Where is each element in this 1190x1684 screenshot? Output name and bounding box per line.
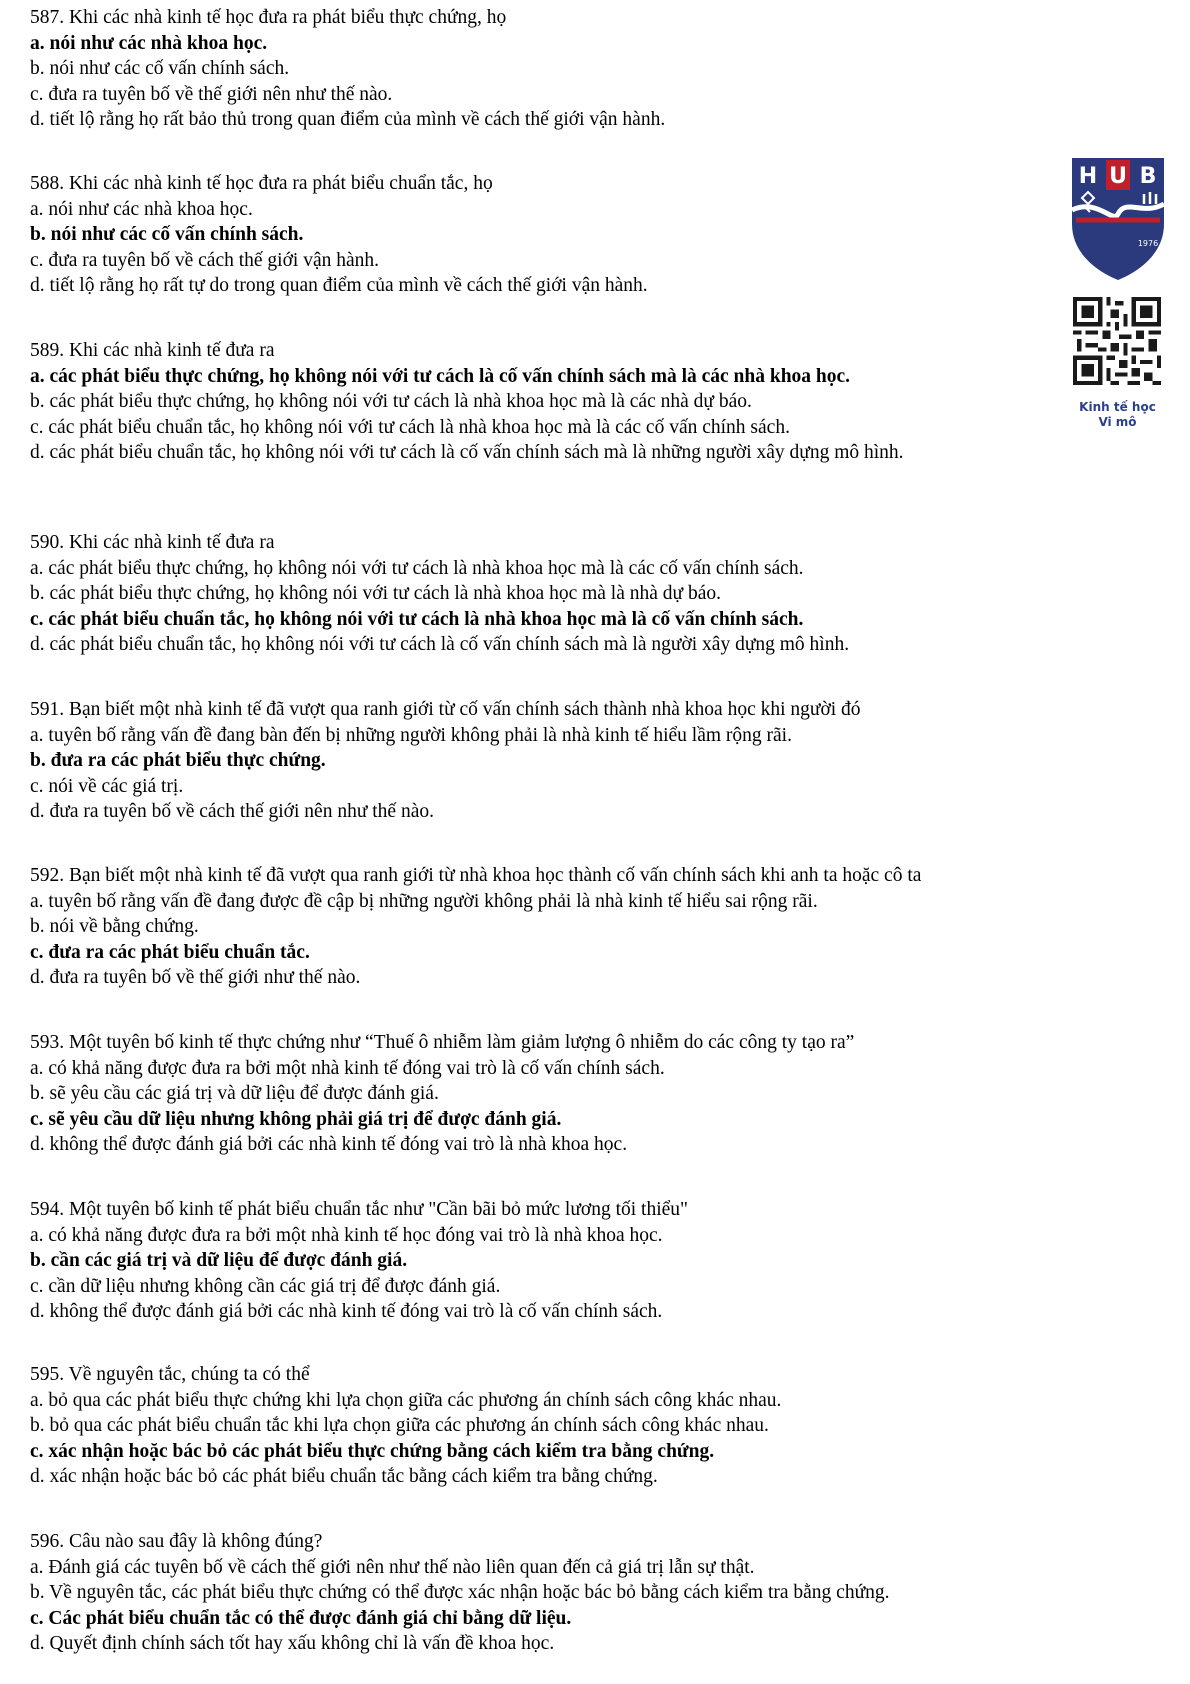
question-text: 593. Một tuyên bố kinh tế thực chứng như “Thuế ô nhiễm làm giảm lượng ô nhiễm do các công ty tạo ra”: [30, 1032, 855, 1053]
option-d: d. các phát biểu chuẩn tắc, họ không nói với tư cách là cố vấn chính sách mà là những người xây dựng mô hình.: [30, 442, 904, 463]
option-c: c. đưa ra các phát biểu chuẩn tắc.: [30, 941, 310, 963]
option-b: b. sẽ yêu cầu các giá trị và dữ liệu để được đánh giá.: [30, 1083, 439, 1104]
option-c: c. nói về các giá trị.: [30, 775, 184, 797]
option-d: d. không thể được đánh giá bởi các nhà kinh tế đóng vai trò là cố vấn chính sách.: [30, 1301, 663, 1322]
question-594: [30, 1197, 1150, 1325]
option-b: b. cần các giá trị và dữ liệu để được đánh giá.: [30, 1250, 408, 1271]
option-a: a. tuyên bố rằng vấn đề đang bàn đến bị những người không phải là nhà kinh tế hiểu lầm rộng rãi.: [30, 724, 792, 746]
option-b: b. đưa ra các phát biểu thực chứng.: [30, 750, 326, 771]
option-b: b. bỏ qua các phát biểu chuẩn tắc khi lựa chọn giữa các phương án chính sách công khác nhau.: [30, 1415, 769, 1436]
option-a: a. tuyên bố rằng vấn đề đang được đề cập bị những người không phải là nhà kinh tế hiểu sai rộng rãi.: [30, 890, 818, 912]
svg-text:1976: 1976: [1137, 239, 1159, 248]
question-595: [30, 1362, 1150, 1490]
option-d: d. tiết lộ rằng họ rất bảo thủ trong quan điểm của mình về cách thế giới vận hành.: [30, 109, 666, 130]
option-d: d. không thể được đánh giá bởi các nhà kinh tế đóng vai trò là nhà khoa học.: [30, 1134, 628, 1155]
option-d: d. xác nhận hoặc bác bỏ các phát biểu chuẩn tắc bằng cách kiểm tra bằng chứng.: [30, 1466, 658, 1487]
question-text: 591. Bạn biết một nhà kinh tế đã vượt qua ranh giới từ cố vấn chính sách thành nhà khoa học khi người đó: [30, 699, 861, 720]
option-a: a. bỏ qua các phát biểu thực chứng khi lựa chọn giữa các phương án chính sách công khác nhau.: [30, 1389, 782, 1411]
option-c: c. Các phát biểu chuẩn tắc có thể được đánh giá chỉ bằng dữ liệu.: [30, 1607, 572, 1629]
question-590: [30, 530, 1150, 658]
option-c: c. xác nhận hoặc bác bỏ các phát biểu thực chứng bằng cách kiểm tra bằng chứng.: [30, 1440, 715, 1462]
option-c: c. các phát biểu chuẩn tắc, họ không nói với tư cách là nhà khoa học mà là cố vấn chính sách.: [30, 608, 804, 630]
subject-line-1: Kinh tế học: [1079, 400, 1156, 414]
option-b: b. Về nguyên tắc, các phát biểu thực chứng có thể được xác nhận hoặc bác bỏ bằng cách kiểm tra bằng chứng.: [30, 1582, 890, 1603]
option-a: a. nói như các nhà khoa học.: [30, 198, 253, 220]
option-b: b. các phát biểu thực chứng, họ không nói với tư cách là nhà khoa học mà là các nhà dự báo.: [30, 391, 752, 412]
question-587: [30, 5, 1150, 133]
option-b: b. các phát biểu thực chứng, họ không nói với tư cách là nhà khoa học mà là nhà dự báo.: [30, 583, 722, 604]
option-d: d. các phát biểu chuẩn tắc, họ không nói với tư cách là cố vấn chính sách mà là người xây dựng mô hình.: [30, 634, 850, 655]
option-c: c. sẽ yêu cầu dữ liệu nhưng không phải giá trị để được đánh giá.: [30, 1108, 562, 1130]
question-text: 589. Khi các nhà kinh tế đưa ra: [30, 340, 275, 361]
hub-logo-icon: [1068, 154, 1168, 284]
option-d: d. Quyết định chính sách tốt hay xấu không chỉ là vấn đề khoa học.: [30, 1633, 555, 1654]
question-593: [30, 1030, 1150, 1158]
question-text: 592. Bạn biết một nhà kinh tế đã vượt qua ranh giới từ nhà khoa học thành cố vấn chính sách khi anh ta hoặc cô ta: [30, 865, 922, 886]
option-a: a. các phát biểu thực chứng, họ không nói với tư cách là cố vấn chính sách mà là các nhà khoa học.: [30, 365, 851, 387]
option-b: b. nói về bằng chứng.: [30, 916, 199, 937]
svg-text:U: U: [1109, 164, 1127, 189]
question-text: 587. Khi các nhà kinh tế học đưa ra phát biểu thực chứng, họ: [30, 7, 507, 28]
qr-code-icon: [1073, 297, 1161, 385]
subject-line-2: Vi mô: [1098, 415, 1137, 429]
question-text: 594. Một tuyên bố kinh tế phát biểu chuẩn tắc như "Cần bãi bỏ mức lương tối thiểu": [30, 1199, 688, 1220]
svg-text:H: H: [1078, 164, 1098, 189]
subject-label: [1060, 400, 1175, 430]
option-d: d. tiết lộ rằng họ rất tự do trong quan điểm của mình về cách thế giới vận hành.: [30, 275, 648, 296]
option-d: d. đưa ra tuyên bố về thế giới như thế nào.: [30, 967, 361, 988]
option-a: a. Đánh giá các tuyên bố về cách thế giới nên như thế nào liên quan đến cả giá trị lẫn sự thật.: [30, 1556, 755, 1578]
question-text: 590. Khi các nhà kinh tế đưa ra: [30, 532, 275, 553]
question-596: [30, 1529, 1150, 1657]
question-591: [30, 697, 1150, 825]
svg-text:B: B: [1139, 164, 1157, 189]
question-text: 595. Về nguyên tắc, chúng ta có thể: [30, 1364, 310, 1385]
question-text: 596. Câu nào sau đây là không đúng?: [30, 1531, 323, 1552]
question-589: [30, 338, 1150, 466]
option-b: b. nói như các cố vấn chính sách.: [30, 224, 304, 245]
option-c: c. đưa ra tuyên bố về cách thế giới vận hành.: [30, 249, 380, 271]
option-a: a. các phát biểu thực chứng, họ không nói với tư cách là nhà khoa học mà là các cố vấn chính sách.: [30, 557, 804, 579]
option-a: a. có khả năng được đưa ra bởi một nhà kinh tế học đóng vai trò là nhà khoa học.: [30, 1224, 663, 1246]
option-b: b. nói như các cố vấn chính sách.: [30, 58, 290, 79]
option-c: c. cần dữ liệu nhưng không cần các giá trị để được đánh giá.: [30, 1275, 501, 1297]
question-588: [30, 171, 1150, 299]
option-c: c. đưa ra tuyên bố về thế giới nên như thế nào.: [30, 83, 393, 105]
option-a: a. nói như các nhà khoa học.: [30, 32, 268, 54]
option-c: c. các phát biểu chuẩn tắc, họ không nói với tư cách là nhà khoa học mà là các cố vấn chính sách.: [30, 416, 790, 438]
option-a: a. có khả năng được đưa ra bởi một nhà kinh tế đóng vai trò là cố vấn chính sách.: [30, 1057, 665, 1079]
option-d: d. đưa ra tuyên bố về cách thế giới nên như thế nào.: [30, 801, 434, 822]
question-text: 588. Khi các nhà kinh tế học đưa ra phát biểu chuẩn tắc, họ: [30, 173, 493, 194]
question-592: [30, 863, 1150, 991]
